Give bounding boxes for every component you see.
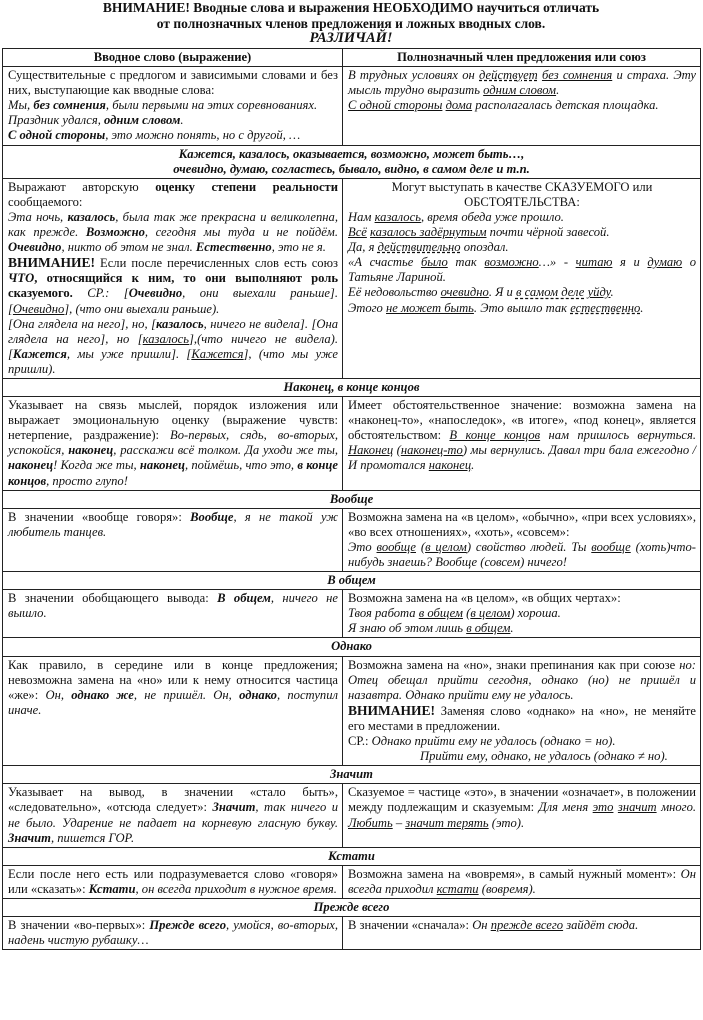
header-line-2: от полнозначных членов предложения и ложных вводных слов. — [156, 15, 546, 31]
section-4-left: В значении «вообще говоря»: Вообще, я не такой уж любитель танцев. — [3, 508, 343, 571]
section-4-right: Возможна замена на «в целом», «обычно», «при всех условиях», «во всех отношениях», «хоть», «совсем»: Это вообще (в целом) свойство людей. Ты вообще (хоть)что-нибудь знаешь? Вообще (совсем) ничего! — [343, 508, 701, 571]
section-9-title-row — [3, 898, 701, 916]
page-header — [2, 0, 700, 48]
rule-text: Существительные с предлогом и зависимыми словами и без них, выступающие как вводные слова: — [8, 68, 338, 98]
section-6-right: Возможна замена на «но», знаки препинания как при союзе но: Отец обещал прийти сегодня, однако (но) не пришёл и назавтра. Однако прийти ему не удалось. ВНИМАНИЕ! Заменяя слово «однако» на «но», не меняйте его местами в предложении. СР.: Однако прийти ему не удалось (однако = но). Прийти ему, однако, не удалось (однако ≠ но). — [343, 656, 701, 766]
example: Праздник удался, одним словом. — [8, 113, 184, 128]
comparison-table — [2, 48, 701, 950]
section-2-right: Могут выступать в качестве СКАЗУЕМОГО или ОБСТОЯТЕЛЬСТВА: Нам казалось, время обеда уже прошло. Всё казалось задёрнутым почти чёрной завесой. Да, я действительно опоздал. «А счастье было так возможно…» - читаю я и думаю о Татьяне Лариной. Её недовольство очевидно. Я и в самом деле уйду. Этого не может быть. Это вышло так естественно. — [343, 178, 701, 378]
header-line-3: РАЗЛИЧАЙ! — [309, 30, 393, 46]
column-header-row — [3, 49, 701, 67]
section-9-row — [3, 917, 701, 950]
section-5-title-row — [3, 572, 701, 590]
section-2-title-row — [3, 145, 701, 178]
section-8-right: Возможна замена на «вовремя», в самый нужный момент»: Он всегда приходил кстати (вовремя). — [343, 865, 701, 898]
section-7-right: Сказуемое = частице «это», в значении «означает», в положении между подлежащим и сказуемым: Для меня это значит много. Любить – значит терять (это). — [343, 784, 701, 847]
section-3-title-row — [3, 378, 701, 396]
page — [2, 0, 700, 1019]
section-9-title: Прежде всего — [3, 898, 701, 916]
section-9-left: В значении «во-первых»: Прежде всего, умойся, во-вторых, надень чистую рубашку… — [3, 917, 343, 950]
section-6-left: Как правило, в середине или в конце предложения; невозможна замена на «но» или к нему относится частица «же»: Он, однако же, не пришёл. Он, однако, поступил иначе. — [3, 656, 343, 766]
column-header-right: Полнозначный член предложения или союз — [343, 49, 701, 67]
section-3-row — [3, 397, 701, 491]
section-9-right: В значении «сначала»: Он прежде всего зайдёт сюда. — [343, 917, 701, 950]
section-7-title-row — [3, 766, 701, 784]
example: Мы, без сомнения, были первыми на этих соревнованиях. — [8, 98, 318, 113]
column-header-left: Вводное слово (выражение) — [3, 49, 343, 67]
section-7-title: Значит — [3, 766, 701, 784]
section-1-row — [3, 67, 701, 145]
section-4-title: Вообще — [3, 490, 701, 508]
header-line-1: ВНИМАНИЕ! Вводные слова и выражения НЕОБХОДИМО научиться отличать — [102, 0, 600, 15]
section-8-title-row — [3, 847, 701, 865]
section-1-left — [3, 67, 343, 145]
section-6-row — [3, 656, 701, 766]
section-8-row — [3, 865, 701, 898]
section-4-title-row — [3, 490, 701, 508]
section-5-left: В значении обобщающего вывода: В общем, ничего не вышло. — [3, 590, 343, 638]
section-5-title: В общем — [3, 572, 701, 590]
section-6-title: Однако — [3, 638, 701, 656]
section-3-title: Наконец, в конце концов — [3, 378, 701, 396]
section-1-right: В трудных условиях он действует без сомнения и страха. Эту мысль трудно выразить одним словом. С одной стороны дома располагалась детская площадка. — [343, 67, 701, 145]
example: С одной стороны, это можно понять, но с другой, … — [8, 128, 301, 143]
section-2-left: Выражают авторскую оценку степени реальности сообщаемого: Эта ночь, казалось, была так же прекрасна и великолепна, как прежде. Возможно, сегодня мы туда и не пойдём. Очевидно, никто об этом не знал. Естественно, это не я. ВНИМАНИЕ! Если после перечисленных слов есть союз ЧТО, относящийся к ним, то они выполняют роль сказуемого. СР.: [Очевидно, они выехали раньше]. [Очевидно], (что они выехали раньше). [Она глядела на него], но, [казалось, ничего не видела]. [Она глядела на него], но [казалось],(что ничего не видела). [Кажется, мы уже пришли]. [Кажется], (что мы уже пришли). — [3, 178, 343, 378]
section-5-right: Возможна замена на «в целом», «в общих чертах»: Твоя работа в общем (в целом) хороша. Я знаю об этом лишь в общем. — [343, 590, 701, 638]
section-8-left: Если после него есть или подразумевается слово «говоря» или «сказать»: Кстати, он всегда приходит в нужное время. — [3, 865, 343, 898]
section-2-row — [3, 178, 701, 378]
section-5-row — [3, 590, 701, 638]
section-6-title-row — [3, 638, 701, 656]
section-7-row — [3, 784, 701, 847]
section-2-title: Кажется, казалось, оказывается, возможно, может быть…, очевидно, думаю, согластесь, бывало, видно, в самом деле и т.п. — [3, 145, 701, 178]
section-3-left: Указывает на связь мыслей, порядок изложения или выражает эмоциональную оценку (выражение чувств: нетерпение, раздражение): Во-первых, сядь, во-вторых, успокойся, наконец, расскажи всё толком. Да уходи же ты, наконец! Когда же ты, наконец, поймёшь, что это, в конце концов, просто глупо! — [3, 397, 343, 491]
section-8-title: Кстати — [3, 847, 701, 865]
section-3-right: Имеет обстоятельственное значение: возможна замена на «наконец-то», «напоследок», «в итоге», «под конец», является обстоятельством: В конце концов нам пришлось вернуться. Наконец (наконец-то) мы вернулись. Давал три бала ежегодно / И промотался наконец. — [343, 397, 701, 491]
section-4-row — [3, 508, 701, 571]
section-7-left: Указывает на вывод, в значении «стало быть», «следовательно», «отсюда следует»: Значит, так ничего и не было. Ударение не падает на корневую гласную букву. Значит, пишется ГОР. — [3, 784, 343, 847]
